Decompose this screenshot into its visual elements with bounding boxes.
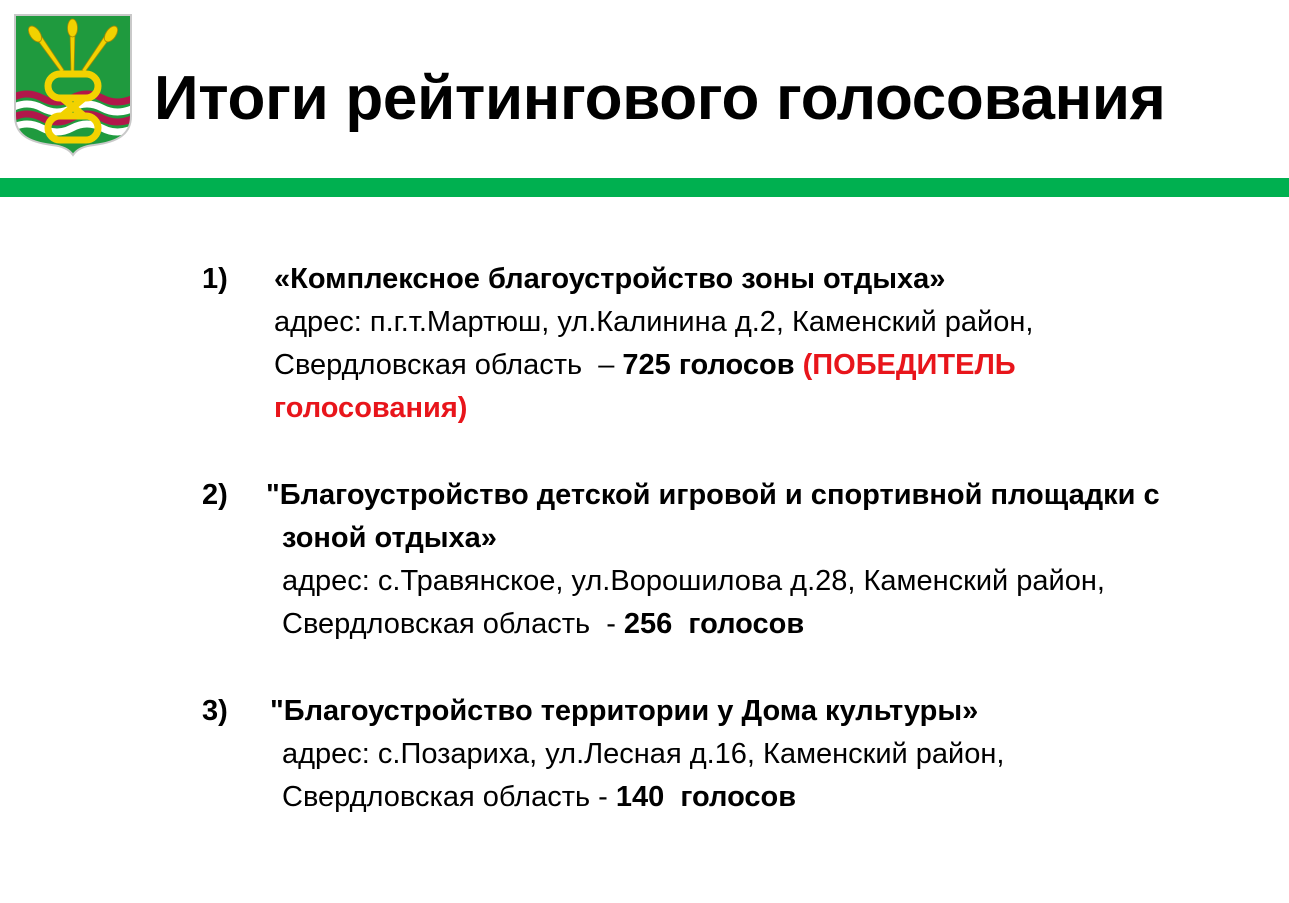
- item-region: Свердловская область –: [274, 349, 623, 381]
- item-region: Свердловская область -: [282, 781, 616, 813]
- list-item-1: [202, 258, 1033, 430]
- item-region: Свердловская область -: [282, 608, 624, 640]
- list-item-2: [202, 474, 1160, 646]
- item-number: 2): [202, 479, 228, 511]
- item-votes: 140 голосов: [615, 781, 797, 813]
- item-address: адрес: с.Позариха, ул.Лесная д.16, Каменский район,: [282, 738, 1005, 770]
- item-title-cont: зоной отдыха»: [282, 522, 497, 554]
- winner-label-cont: голосования): [274, 392, 468, 424]
- item-votes: 725 голосов: [622, 349, 795, 381]
- item-number: 3): [202, 695, 228, 727]
- item-title: «Комплексное благоустройство зоны отдыха»: [274, 263, 946, 295]
- item-votes: 256 голосов: [623, 608, 805, 640]
- item-number: 1): [202, 263, 228, 295]
- item-title: "Благоустройство территории у Дома культуры»: [270, 695, 979, 727]
- item-address: адрес: п.г.т.Мартюш, ул.Калинина д.2, Каменский район,: [274, 306, 1034, 338]
- item-address: адрес: с.Травянское, ул.Ворошилова д.28, Каменский район,: [282, 565, 1105, 597]
- winner-label: (ПОБЕДИТЕЛЬ: [802, 349, 1016, 381]
- item-title: "Благоустройство детской игровой и спортивной площадки с: [266, 479, 1160, 511]
- coat-of-arms-icon: [12, 12, 134, 158]
- page-title: Итоги рейтингового голосования: [154, 64, 1166, 133]
- green-divider: [0, 178, 1289, 197]
- list-item-3: [202, 690, 1004, 819]
